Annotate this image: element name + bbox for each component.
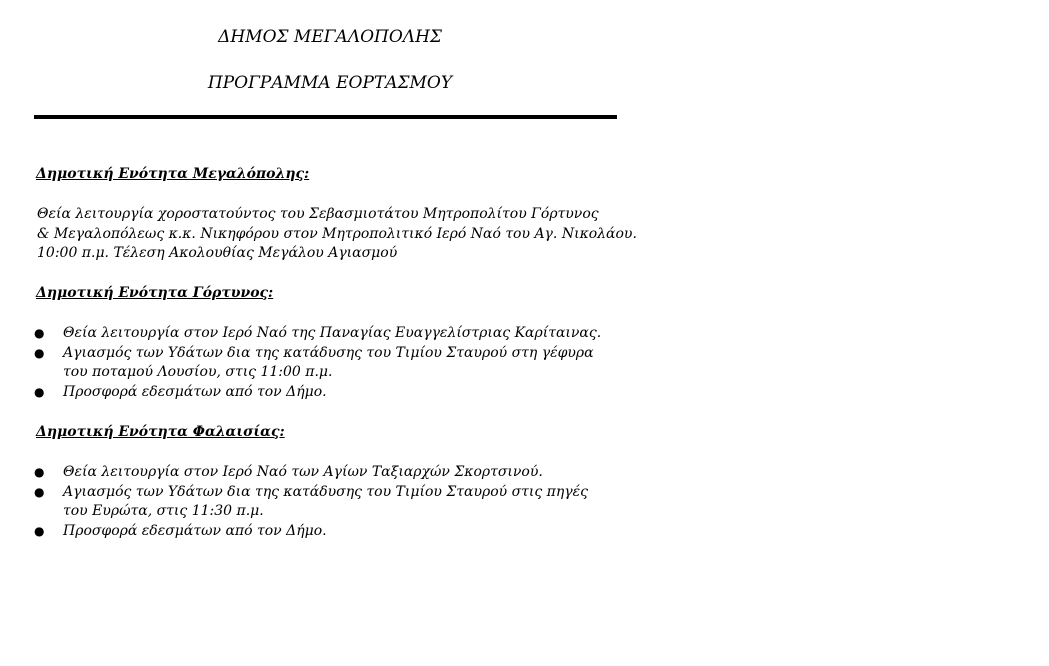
list-item: [34, 324, 601, 344]
list-item-text: Θεία λειτουργία στον Ιερό Ναό της Παναγίας Ευαγγελίστριας Καρίταινας.: [63, 325, 602, 341]
list-item-text: Προσφορά εδεσμάτων από τον Δήμο.: [63, 383, 327, 400]
section-title-gortynos: Δημοτική Ενότητα Γόρτυνος:: [36, 285, 274, 301]
list-item-text: Θεία λειτουργία στον Ιερό Ναό των Αγίων Ταξιαρχών Σκορτσινού.: [63, 464, 543, 480]
list-item: [34, 483, 588, 522]
list-item-continuation: του Ευρώτα, στις 11:30 π.μ.: [63, 503, 264, 519]
list-item-text: Προσφορά εδεσμάτων από τον Δήμο.: [63, 522, 327, 539]
bullet-icon: ●: [34, 465, 45, 479]
event-list-gortynos: [34, 324, 601, 402]
bullet-icon: ●: [34, 484, 45, 499]
list-item-continuation: του ποταμού Λουσίου, στις 11:00 π.μ.: [63, 364, 333, 380]
horizontal-rule: [34, 115, 617, 119]
paragraph-line: Θεία λειτουργία χοροστατούντος του Σεβασμιοτάτου Μητροπολίτου Γόρτυνος: [37, 206, 599, 222]
list-item: [34, 344, 601, 383]
bullet-icon: ●: [34, 326, 45, 340]
list-item-text: Αγιασμός των Υδάτων δια της κατάδυσης του Τιμίου Σταυρού στη γέφυρα: [63, 344, 594, 361]
bullet-icon: ●: [34, 384, 45, 399]
list-item-text: Αγιασμός των Υδάτων δια της κατάδυσης του Τιμίου Σταυρού στις πηγές: [63, 483, 588, 500]
section-title-falaisias: Δημοτική Ενότητα Φαλαισίας:: [36, 424, 285, 440]
list-item: [34, 522, 588, 542]
paragraph-line: 10:00 π.μ. Τέλεση Ακολουθίας Μεγάλου Αγιασμού: [37, 245, 398, 261]
section-paragraph-megalopoli: [37, 205, 637, 264]
bullet-icon: ●: [34, 523, 45, 538]
list-item: [34, 383, 601, 403]
bullet-icon: ●: [34, 345, 45, 360]
section-title-megalopoli: Δημοτική Ενότητα Μεγαλόπολης:: [36, 166, 310, 182]
event-list-falaisias: [34, 463, 588, 541]
paragraph-line: & Μεγαλοπόλεως κ.κ. Νικηφόρου στον Μητροπολιτικό Ιερό Ναό του Αγ. Νικολάου.: [37, 225, 637, 242]
program-title: ΠΡΟΓΡΑΜΜΑ ΕΟΡΤΑΣΜΟΥ: [207, 73, 453, 93]
list-item: [34, 463, 588, 483]
municipality-heading: ΔΗΜΟΣ ΜΕΓΑΛΟΠΟΛΗΣ: [218, 27, 442, 47]
